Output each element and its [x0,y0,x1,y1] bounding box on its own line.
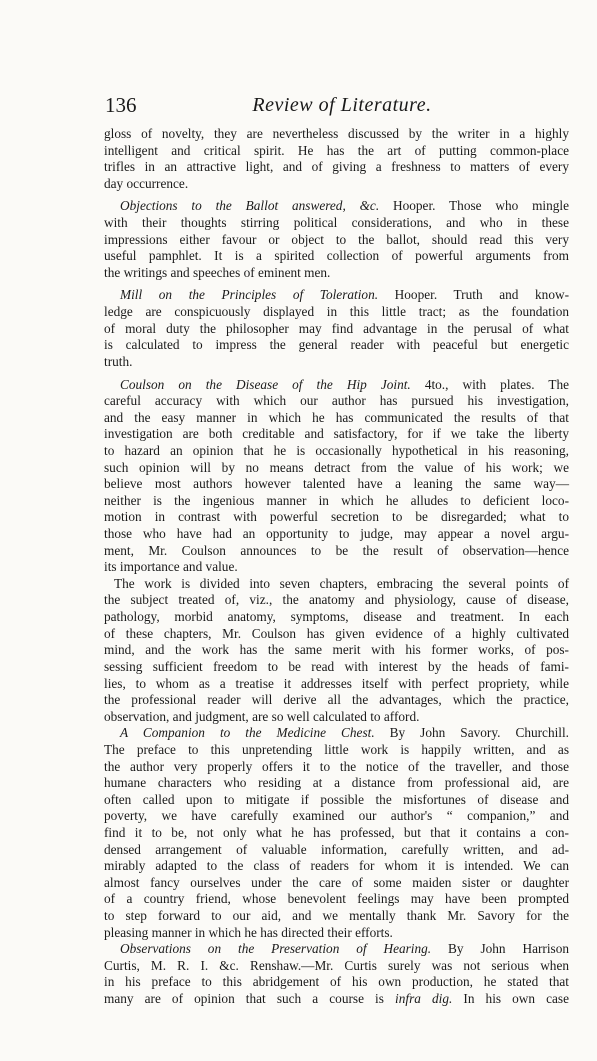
text-line: motion in contrast with powerful secretion to be disregarded; what to [104,509,569,525]
body-text [104,126,569,1008]
text-line: and the easy manner in which he has communicated the results of that [104,409,569,425]
review-heading-line [104,198,569,215]
text-line: careful accuracy with which our author has pursued his investigation, [104,393,569,409]
text-line: The work is divided into seven chapters, embracing the several points of [114,575,569,591]
text-line: Curtis, M. R. I. &c. Renshaw.—Mr. Curtis surely was not serious when [104,957,569,973]
text-line: to hazard an opinion that he is occasionally hypothetical in his reasoning, [104,442,569,458]
text-line: in his preface to this abridgement of his own production, he stated that [104,974,569,990]
text-line: investigation are both creditable and satisfactory, for if we take the liberty [104,426,569,442]
text-line: often called upon to mitigate if possible the misfortunes of disease and [104,791,569,807]
text-line: is calculated to impress the general reader with peaceful but energetic [104,337,569,353]
review-title: Observations on the Preservation of Hearing. [120,941,432,957]
text-line: day occurrence. [104,175,189,191]
text-line: the subject treated of, viz., the anatomy and physiology, cause of disease, [104,592,569,608]
text-line: impressions either favour or object to the ballot, should read this very [104,231,569,247]
text-fragment: By John Savory. Churchill. [389,725,569,741]
text-line: humane characters who residing at a distance from professional aid, are [104,775,569,791]
text-line: of moral duty the philosopher may find advantage in the perusal of what [104,320,569,336]
text-line: useful pamphlet. It is a spirited collection of powerful arguments from [104,248,569,264]
review-title: A Companion to the Medicine Chest. [120,725,375,741]
text-line: mirably adapted to the class of readers for whom it is intended. We can [104,858,569,874]
text-line: find it to be, not only what he has professed, but that it contains a con- [104,824,569,840]
running-head [105,92,567,118]
text-line: almost fancy ourselves under the care of some maiden sister or daughter [104,874,569,890]
review-heading-line [104,941,569,958]
text-fragment: 4to., with plates. The [424,376,570,392]
review-heading-line [104,725,569,742]
text-line: believe most authors however talented have a leaning the same way— [104,476,569,492]
text-line: lies, to whom as a treatise it addresses itself with perfect propriety, while [104,675,569,691]
review-heading-line [104,377,569,394]
text-line: the writings and speeches of eminent men. [104,264,331,280]
text-line: of a country friend, whose benevolent feelings may have been prompted [104,891,569,907]
text-line: its importance and value. [104,559,238,575]
text-line: pleasing manner in which he has directed their efforts. [104,924,393,940]
running-title: Review of Literature. [252,94,432,116]
latin-phrase: infra dig. [395,991,453,1007]
text-line: to step forward to our aid, and we mentally thank Mr. Savory for the [104,908,569,924]
text-line: ledge are conspicuously displayed in this little tract; as the foundation [104,304,569,320]
text-line: mind, and the work has the same merit with his former works, of pos- [104,642,569,658]
text-fragment: By John Harrison [448,941,569,957]
text-line: the professional reader will derive all the advantages, which the practice, [104,692,569,708]
text-line: observation, and judgment, are so well calculated to afford. [104,708,420,724]
text-fragment: Hooper. Those who mingle [393,198,570,214]
review-title: Mill on the Principles of Toleration. [120,287,379,303]
text-line: of these chapters, Mr. Coulson has given evidence of a highly cultivated [104,625,569,641]
text-fragment: In his own case [463,991,570,1007]
text-fragment: Hooper. Truth and know- [394,287,570,303]
text-line: sessing sufficient freedom to be read with interest by the heads of fami- [104,658,569,674]
text-line: densed arrangement of valuable information, carefully written, and ad- [104,841,569,857]
text-line: The preface to this unpretending little work is happily written, and as [104,741,569,757]
text-line: those who have had an opportunity to judge, may appear a novel argu- [104,526,569,542]
text-line: gloss of novelty, they are nevertheless discussed by the writer in a highly [104,126,569,141]
text-line: truth. [104,353,133,369]
text-line: such opinion will by no means detract from the value of his work; we [104,459,569,475]
text-line: intelligent and critical spirit. He has the art of putting common-place [104,142,569,158]
text-line: with their thoughts stirring political considerations, and who in these [104,215,569,231]
text-line: ment, Mr. Coulson announces to be the result of observation—hence [104,542,569,558]
text-line [104,991,569,1008]
text-fragment: many are of opinion that such a course is [104,991,384,1007]
text-line: trifles in an attractive light, and of giving a freshness to matters of every [104,159,569,175]
page-number: 136 [105,93,137,117]
text-line: pathology, morbid anatomy, symptoms, disease and treatment. In each [104,609,569,625]
text-line: neither is the ingenious manner in which he alludes to deficient loco- [104,492,569,508]
review-title: Coulson on the Disease of the Hip Joint. [120,376,411,392]
review-heading-line [104,287,569,304]
review-title: Objections to the Ballot answered, &c. [120,198,380,214]
text-line: the author very properly offers it to the notice of the traveller, and those [104,758,569,774]
text-line: poverty, we have carefully examined our author's “ companion,” and [104,808,569,824]
